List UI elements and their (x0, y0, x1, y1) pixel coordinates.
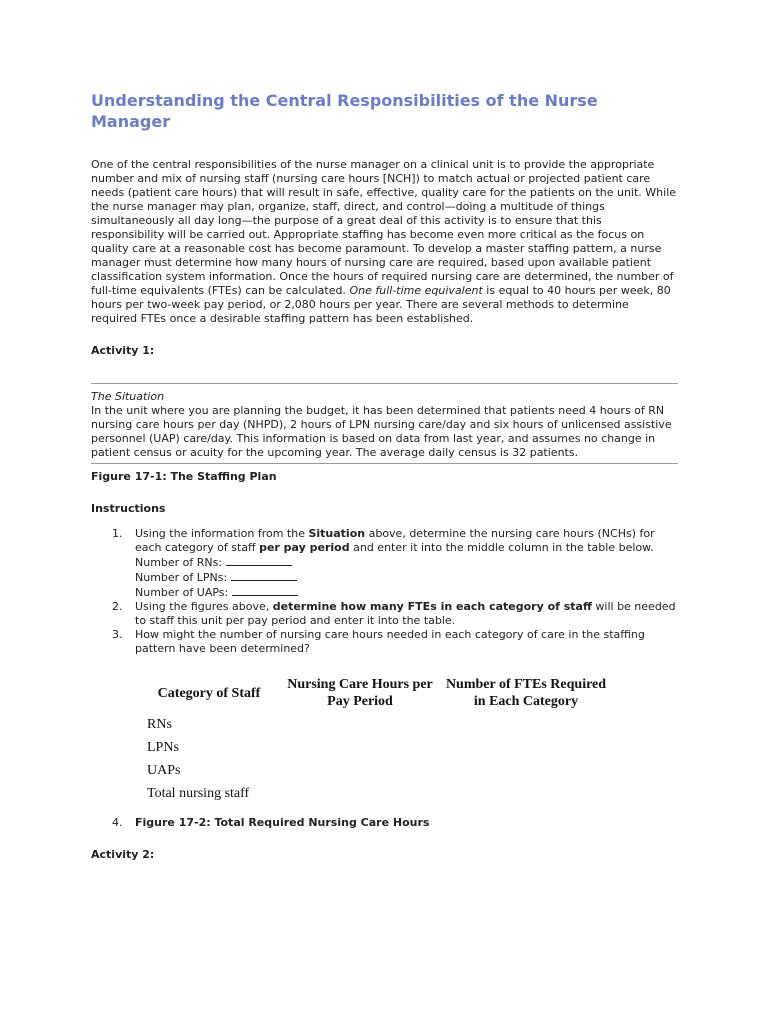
situation-heading: The Situation (91, 390, 165, 403)
row-label: RNs (147, 717, 172, 732)
rn-count-blank[interactable] (226, 555, 292, 566)
row-label: Total nursing staff (147, 786, 250, 801)
activity-2-heading: Activity 2: (91, 848, 155, 861)
step-text: and enter it into the middle column in the table below. (349, 541, 654, 554)
fte-cell[interactable] (441, 782, 611, 805)
step-text: will be needed to staff this unit per pay period and enter it into the table. (135, 600, 676, 627)
instruction-list-continued (91, 816, 678, 830)
table-row (139, 736, 611, 759)
intro-italic-term: One full-time equivalent (349, 284, 483, 297)
row-label: LPNs (147, 740, 179, 755)
step-text: How might the number of nursing care hours needed in each category of care in the staffing pattern have been determined? (135, 628, 645, 655)
divider-bottom (91, 463, 678, 464)
divider-top (91, 383, 678, 384)
list-item (91, 628, 678, 656)
header-care-hours: Nursing Care Hours per Pay Period (287, 677, 433, 709)
intro-paragraph (91, 158, 678, 326)
care-hours-cell[interactable] (279, 736, 441, 759)
lpn-count-blank[interactable] (231, 570, 297, 581)
table-row (139, 713, 611, 736)
uap-count-label: Number of UAPs: (135, 586, 232, 599)
staffing-table (139, 673, 611, 805)
list-number: 3. (112, 628, 123, 641)
intro-text-2: is equal to 40 hours per week, 80 hours per two-week pay period, or 2,080 hours per year. There are several methods to determine required FTEs once a desirable staffing pattern has been established. (91, 284, 671, 325)
step-text: Using the information from the (135, 527, 309, 540)
list-number: 2. (112, 600, 123, 613)
lpn-count-label: Number of LPNs: (135, 571, 231, 584)
header-category: Category of Staff (157, 685, 261, 701)
figure-1-caption: Figure 17-1: The Staffing Plan (91, 470, 277, 483)
care-hours-cell[interactable] (279, 713, 441, 736)
list-item (91, 527, 678, 600)
care-hours-cell[interactable] (279, 759, 441, 782)
figure-2-caption: Figure 17-2: Total Required Nursing Care Hours (135, 816, 430, 829)
list-number: 1. (112, 527, 123, 540)
step-text: above, determine the nursing care hours (NCHs) for each category of staff (135, 527, 655, 554)
row-label: UAPs (147, 763, 181, 778)
table-row (139, 759, 611, 782)
instruction-list (91, 527, 678, 656)
step-bold: Situation (308, 527, 366, 540)
document-page (91, 90, 678, 862)
fte-cell[interactable] (441, 759, 611, 782)
fte-cell[interactable] (441, 736, 611, 759)
list-item (91, 816, 678, 830)
care-hours-cell[interactable] (279, 782, 441, 805)
situation-text: In the unit where you are planning the budget, it has been determined that patients need 4 hours of RN nursing care hours per day (NHPD), 2 hours of LPN nursing care/day and six hours of unlicensed assistive personnel (UAP) care/day. This information is based on data from last year, and assumes no change in patient census or acuity for the upcoming year. The average daily census is 32 patients. (91, 404, 672, 459)
header-ftes: Number of FTEs Required in Each Category (445, 677, 607, 709)
situation-box (91, 390, 678, 460)
step-bold: determine how many FTEs in each category of staff (272, 600, 592, 613)
intro-text-1: One of the central responsibilities of the nurse manager on a clinical unit is to provide the appropriate number and mix of nursing staff (nursing care hours [NCH]) to match actual or projected patient care needs (patient care hours) that will result in safe, effective, quality care for the patients on the unit. While the nurse manager may plan, organize, staff, direct, and control—doing a multitude of things simultaneously all day long—the purpose of a great deal of this activity is to ensure that this responsibility will be carried out. Appropriate staffing has become even more critical as the focus on quality care at a reasonable cost has become paramount. To develop a master staffing pattern, a nurse manager must determine how many hours of nursing care are required, based upon available patient classification system information. Once the hours of required nursing care are determined, the number of full-time equivalents (FTEs) can be calculated. (91, 158, 677, 297)
table-row (139, 782, 611, 805)
rn-count-label: Number of RNs: (135, 556, 226, 569)
uap-count-blank[interactable] (232, 585, 298, 596)
fte-cell[interactable] (441, 713, 611, 736)
instructions-heading: Instructions (91, 502, 166, 515)
page-title: Understanding the Central Responsibilities of the Nurse Manager (91, 91, 598, 131)
step-text: Using the figures above, (135, 600, 273, 613)
list-item (91, 600, 678, 628)
list-number: 4. (112, 816, 123, 829)
step-bold: per pay period (259, 541, 350, 554)
activity-1-heading: Activity 1: (91, 344, 155, 357)
table-header-row (139, 673, 611, 713)
